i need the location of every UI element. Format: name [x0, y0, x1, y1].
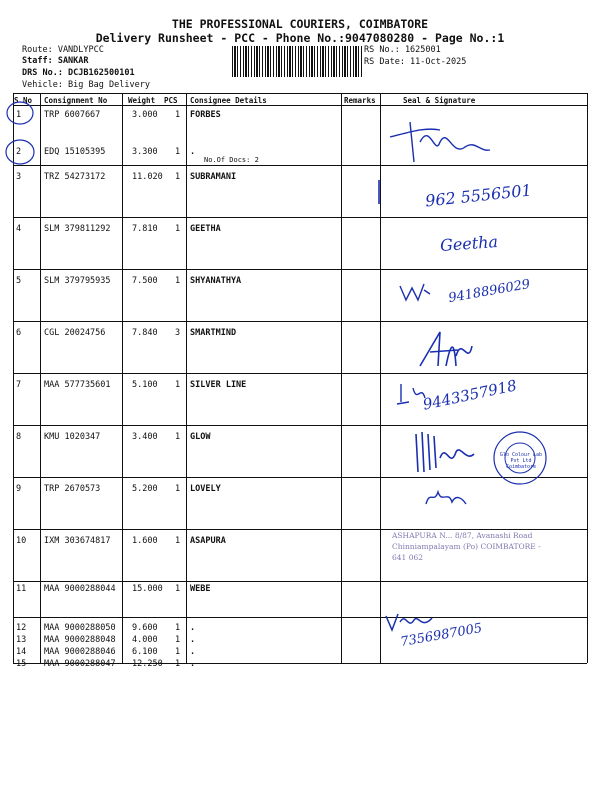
col-sno: S No: [14, 96, 33, 105]
row-pcs: 1: [175, 276, 181, 286]
row-pcs: 3: [175, 328, 181, 338]
row-consignee: .: [190, 623, 196, 633]
row-consignment-no: KMU 1020347: [44, 432, 101, 442]
row-pcs: 1: [175, 647, 181, 657]
row-weight: 5.200: [132, 484, 158, 494]
signature-row1: [380, 112, 500, 172]
rs-number: RS No.: 1625001: [364, 45, 441, 55]
row-sno: 8: [16, 432, 22, 442]
row-sno: 14: [16, 647, 27, 657]
row-consignee: .: [190, 635, 196, 645]
row-consignment-no: MAA 9000288048: [44, 635, 116, 645]
row-sno: 9: [16, 484, 22, 494]
drs-number: DRS No.: DCJB162500101: [22, 68, 135, 78]
docs-note: No.Of Docs: 2: [204, 156, 259, 164]
col-consignment: Consignment No: [44, 96, 108, 105]
row-consignment-no: MAA 577735601: [44, 380, 111, 390]
row-consignment-no: CGL 20024756: [44, 328, 106, 338]
row-weight: 6.100: [132, 647, 158, 657]
row-consignee: SILVER LINE: [190, 380, 247, 390]
glow-stamp-text: Glo Colour Lab Pvt Ltd Coimbatore: [499, 452, 543, 470]
col-consignee: Consignee Details: [190, 96, 267, 105]
handwritten-phone-row12: 7356987005: [399, 620, 484, 651]
row-consignment-no: IXM 303674817: [44, 536, 111, 546]
row-consignment-no: SLM 379811292: [44, 224, 111, 234]
row-weight: 3.400: [132, 432, 158, 442]
vehicle: Vehicle: Big Bag Delivery: [22, 80, 150, 90]
row-consignment-no: MAA 9000288047: [44, 659, 116, 669]
row-sno: 11: [16, 584, 27, 594]
row-consignee: FORBES: [190, 110, 221, 120]
handwritten-phone-row3: 962 5556501: [424, 180, 533, 211]
row-weight: 12.250: [132, 659, 163, 669]
row-pcs: 1: [175, 147, 181, 157]
row-weight: 1.600: [132, 536, 158, 546]
row-sno: 1: [16, 110, 22, 120]
row-consignee: WEBE: [190, 584, 211, 594]
col-weight: Weight: [128, 96, 156, 105]
row-pcs: 1: [175, 635, 181, 645]
handwritten-phone-row5: 9418896029: [447, 276, 532, 307]
row-weight: 7.810: [132, 224, 158, 234]
row-sno: 12: [16, 623, 27, 633]
row-pcs: 1: [175, 659, 181, 669]
staff: Staff: SANKAR: [22, 56, 89, 66]
row-sno: 15: [16, 659, 27, 669]
row-weight: 11.020: [132, 172, 163, 182]
row-consignee: ASAPURA: [190, 536, 226, 546]
row-sno: 3: [16, 172, 22, 182]
row-weight: 4.000: [132, 635, 158, 645]
row-pcs: 1: [175, 623, 181, 633]
circle-marks: [0, 95, 40, 175]
row-weight: 3.300: [132, 147, 158, 157]
signature-row9: [422, 484, 472, 510]
row-consignment-no: MAA 9000288050: [44, 623, 116, 633]
row-weight: 5.100: [132, 380, 158, 390]
signature-row3-mark: [375, 178, 385, 208]
signature-row4: Geetha: [439, 232, 499, 255]
route: Route: VANDLYPCC: [22, 45, 104, 55]
asapura-company-stamp: ASHAPURA N... 8/87, Avanashi Road Chinniampalayam (Po) COIMBATORE - 641 062: [392, 531, 541, 562]
row-consignment-no: TRP 2670573: [44, 484, 101, 494]
runsheet-title: Delivery Runsheet - PCC - Phone No.:9047080280 - Page No.:1: [95, 31, 505, 45]
row-consignment-no: TRZ 54273172: [44, 172, 106, 182]
row-weight: 3.000: [132, 110, 158, 120]
row-weight: 7.500: [132, 276, 158, 286]
row-sno: 6: [16, 328, 22, 338]
row-consignee: .: [190, 147, 196, 157]
row-pcs: 1: [175, 536, 181, 546]
row-weight: 9.600: [132, 623, 158, 633]
row-pcs: 1: [175, 484, 181, 494]
signature-row5: [396, 280, 436, 304]
row-consignment-no: SLM 379795935: [44, 276, 111, 286]
company-title: THE PROFESSIONAL COURIERS, COIMBATORE: [171, 17, 429, 31]
row-sno: 10: [16, 536, 27, 546]
row-sno: 4: [16, 224, 22, 234]
row-pcs: 1: [175, 224, 181, 234]
row-consignment-no: EDQ 15105395: [44, 147, 106, 157]
row-pcs: 1: [175, 584, 181, 594]
row-sno: 7: [16, 380, 22, 390]
row-pcs: 1: [175, 380, 181, 390]
col-pcs: PCS: [164, 96, 178, 105]
row-consignee: .: [190, 647, 196, 657]
row-consignment-no: MAA 9000288044: [44, 584, 116, 594]
row-consignee: SUBRAMANI: [190, 172, 237, 182]
row-pcs: 1: [175, 432, 181, 442]
signature-row8: [410, 428, 490, 476]
col-remarks: Remarks: [344, 96, 376, 105]
row-consignment-no: MAA 9000288046: [44, 647, 116, 657]
row-sno: 5: [16, 276, 22, 286]
row-consignee: SMARTMIND: [190, 328, 237, 338]
col-seal: Seal & Signature: [403, 96, 476, 105]
row-pcs: 1: [175, 110, 181, 120]
barcode: [232, 46, 362, 77]
row-weight: 7.840: [132, 328, 158, 338]
row-sno: 2: [16, 147, 22, 157]
row-weight: 15.000: [132, 584, 163, 594]
row-consignment-no: TRP 6007667: [44, 110, 101, 120]
row-consignee: LOVELY: [190, 484, 221, 494]
signature-row6: [410, 326, 480, 374]
rs-date: RS Date: 11-Oct-2025: [364, 57, 467, 67]
row-sno: 13: [16, 635, 27, 645]
row-consignee: SHYANATHYA: [190, 276, 242, 286]
row-consignee: .: [190, 659, 196, 669]
row-consignee: GLOW: [190, 432, 211, 442]
handwritten-phone-row7: 9443357918: [421, 376, 519, 414]
row-pcs: 1: [175, 172, 181, 182]
row-consignee: GEETHA: [190, 224, 221, 234]
